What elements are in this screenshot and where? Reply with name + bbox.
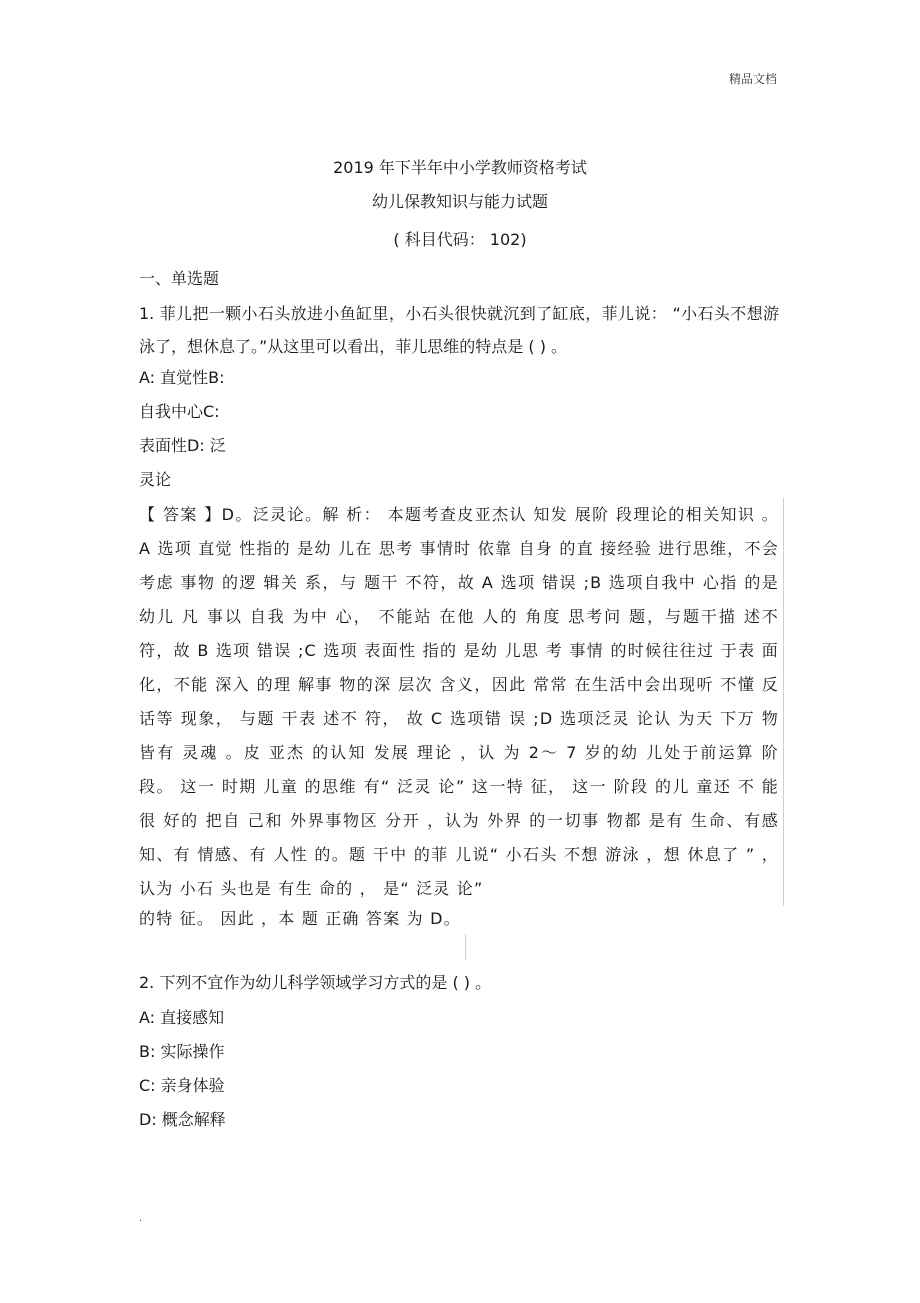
subject-code: ( 科目代码： 102) xyxy=(393,230,527,249)
question-2-option: C: 亲身体验 xyxy=(139,1076,225,1095)
question-2-stem: 2. 下列不宜作为幼儿科学领域学习方式的是 ( ) 。 xyxy=(139,973,492,992)
section-heading: 一、单选题 xyxy=(139,269,220,288)
exam-subtitle: 幼儿保教知识与能力试题 xyxy=(371,192,548,211)
question-1-answer: 【 答案 】D。泛灵论。解 析： 本题考查皮亚杰认 知发 展阶 段理论的相关知识 。 A 选项 直觉 性指的 是幼 儿在 思考 事情时 依靠 自身 的直 接经验 进行思维，不会 考虑 事物 的逻 辑关 系，与 题干 不符，故 A 选项 错误 ;B 选项自我中 心指 的是 幼儿 凡 事以 自我 为中 心， 不能站 在他 人的 角度 思考问 题，与题干描 述不 符，故 B 选项 错误 ;C 选项 表面性 指的 是幼 儿思 考 事情 的时候往往过 于表 面化，不能 深入 的理 解事 物的深 层次 含义，因此 常常 在生活中会出现听 不懂 反 话等 现象， 与题 干表 述不 符， 故 C 选项错 误 ;D 选项泛灵 论认 为天 下万 物 皆有 灵魂 。皮 亚杰 的认知 发展 理论 ，认 为 2～ 7 岁的幼 儿处于前运算 阶 段。 这一 时期 儿童 的思维 有“ 泛灵 论” 这一特 征， 这一 阶段 的儿 童还 不 能很 好的 把自 己和 外界事物区 分开 ，认为 外界 的一切事 物都 是有 生命、有感 知、有 情感、有 人性 的。题 干中 的菲 儿说“ 小石头 不想 游泳 ，想 休息了 ” ， 认为 小石 头也是 有生 命的 ， 是“ 泛灵 论” xyxy=(139,498,784,906)
question-1-option: 自我中心C: xyxy=(139,402,220,421)
question-2-option: B: 实际操作 xyxy=(139,1042,225,1061)
question-1-option: 灵论 xyxy=(139,470,172,489)
question-1-option: 表面性D: 泛 xyxy=(139,436,226,455)
question-1-option: A: 直觉性B: xyxy=(139,368,225,387)
footer-mark: . xyxy=(139,1213,143,1224)
question-2-option: D: 概念解释 xyxy=(139,1110,226,1129)
question-2-option: A: 直接感知 xyxy=(139,1008,225,1027)
exam-title: 2019 年下半年中小学教师资格考试 xyxy=(333,158,587,177)
divider-line xyxy=(465,934,466,960)
header-label: 精品文档 xyxy=(728,72,777,86)
question-1-stem: 1. 菲儿把一颗小石头放进小鱼缸里，小石头很快就沉到了缸底，菲儿说： “小石头不想游泳了，想休息了。”从这里可以看出，菲儿思维的特点是 ( ) 。 xyxy=(139,304,779,356)
question-1-answer-tail: 的特 征。 因此 ，本 题 正确 答案 为 D。 xyxy=(139,909,461,928)
